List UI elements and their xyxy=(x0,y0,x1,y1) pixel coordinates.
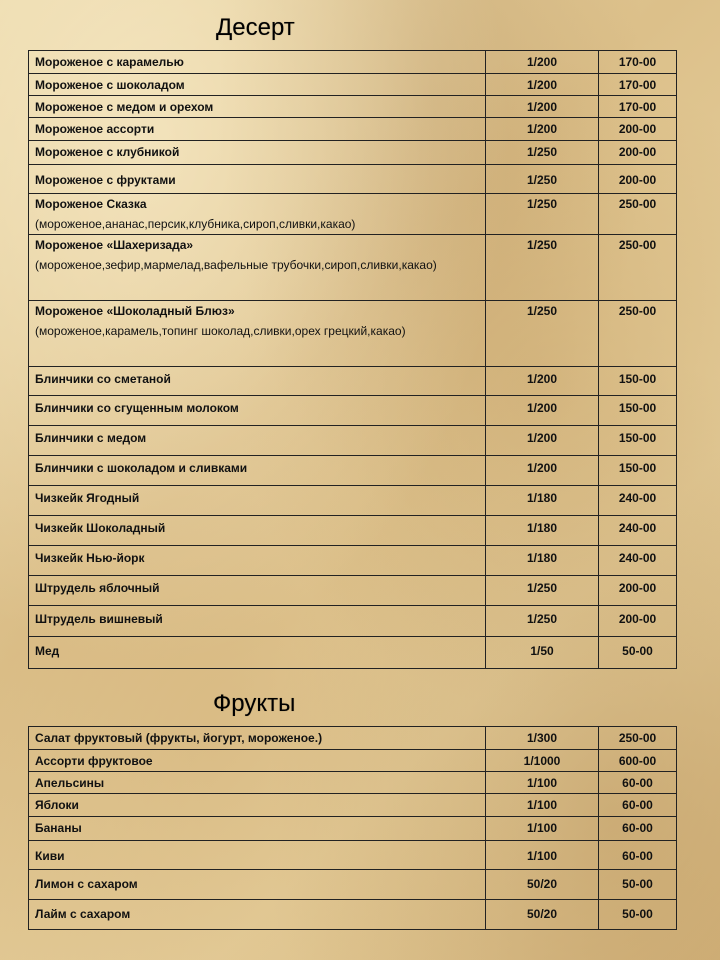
item-cell xyxy=(29,900,486,930)
item-name: Мороженое «Шахеризада» xyxy=(35,238,194,252)
item-price: 60-00 xyxy=(599,772,677,794)
item-cell xyxy=(29,51,486,74)
item-cell xyxy=(29,396,486,426)
item-price: 240-00 xyxy=(599,546,677,576)
item-price: 250-00 xyxy=(599,727,677,750)
item-price: 150-00 xyxy=(599,426,677,456)
dessert-section-title: Десерт xyxy=(216,14,295,41)
item-portion: 1/50 xyxy=(486,637,599,669)
item-description: (мороженое,карамель,топинг шоколад,сливки,орех грецкий,какао) xyxy=(35,324,406,338)
item-portion: 1/200 xyxy=(486,367,599,396)
item-portion: 50/20 xyxy=(486,900,599,930)
item-name: Блинчики со сгущенным молоком xyxy=(35,401,239,415)
menu-row xyxy=(29,456,677,486)
item-portion: 1/1000 xyxy=(486,750,599,772)
item-name: Ассорти фруктовое xyxy=(35,754,153,768)
item-cell xyxy=(29,367,486,396)
item-name: Штрудель вишневый xyxy=(35,612,163,626)
menu-row xyxy=(29,141,677,165)
menu-row xyxy=(29,165,677,194)
menu-row xyxy=(29,74,677,96)
item-portion: 1/200 xyxy=(486,396,599,426)
menu-row xyxy=(29,235,677,301)
item-portion: 1/200 xyxy=(486,456,599,486)
item-price: 250-00 xyxy=(599,194,677,235)
item-cell xyxy=(29,165,486,194)
item-price: 200-00 xyxy=(599,606,677,637)
item-name: Мороженое с клубникой xyxy=(35,145,180,159)
item-price: 240-00 xyxy=(599,486,677,516)
item-price: 600-00 xyxy=(599,750,677,772)
item-price: 200-00 xyxy=(599,165,677,194)
item-portion: 1/200 xyxy=(486,74,599,96)
menu-row xyxy=(29,817,677,841)
item-cell xyxy=(29,817,486,841)
item-name: Чизкейк Ягодный xyxy=(35,491,140,505)
item-name: Мороженое «Шоколадный Блюз» xyxy=(35,304,235,318)
menu-row xyxy=(29,727,677,750)
item-portion: 50/20 xyxy=(486,870,599,900)
menu-row xyxy=(29,546,677,576)
item-portion: 1/250 xyxy=(486,194,599,235)
item-cell xyxy=(29,727,486,750)
item-portion: 1/300 xyxy=(486,727,599,750)
item-portion: 1/200 xyxy=(486,51,599,74)
item-name: Апельсины xyxy=(35,776,105,790)
item-cell xyxy=(29,841,486,870)
item-price: 200-00 xyxy=(599,141,677,165)
item-portion: 1/100 xyxy=(486,772,599,794)
menu-row xyxy=(29,301,677,367)
menu-row xyxy=(29,794,677,817)
menu-row xyxy=(29,900,677,930)
item-cell xyxy=(29,74,486,96)
item-portion: 1/100 xyxy=(486,794,599,817)
item-name: Чизкейк Нью-йорк xyxy=(35,551,145,565)
item-cell xyxy=(29,486,486,516)
item-name: Мороженое с карамелью xyxy=(35,55,184,69)
item-price: 240-00 xyxy=(599,516,677,546)
item-cell xyxy=(29,141,486,165)
item-portion: 1/100 xyxy=(486,841,599,870)
item-name: Мороженое с медом и орехом xyxy=(35,100,214,114)
item-price: 50-00 xyxy=(599,870,677,900)
item-cell xyxy=(29,194,486,235)
item-portion: 1/250 xyxy=(486,165,599,194)
item-price: 200-00 xyxy=(599,576,677,606)
item-price: 50-00 xyxy=(599,900,677,930)
item-name: Киви xyxy=(35,849,65,863)
item-price: 150-00 xyxy=(599,367,677,396)
item-price: 50-00 xyxy=(599,637,677,669)
menu-row xyxy=(29,118,677,141)
item-cell xyxy=(29,96,486,118)
menu-row xyxy=(29,637,677,669)
item-cell xyxy=(29,456,486,486)
menu-row xyxy=(29,772,677,794)
menu-row xyxy=(29,516,677,546)
item-cell xyxy=(29,794,486,817)
menu-row xyxy=(29,51,677,74)
menu-row xyxy=(29,750,677,772)
item-cell xyxy=(29,426,486,456)
item-portion: 1/250 xyxy=(486,301,599,367)
item-name: Салат фруктовый (фрукты, йогурт, мороженое.) xyxy=(35,731,323,745)
item-name: Лимон с сахаром xyxy=(35,877,138,891)
item-price: 60-00 xyxy=(599,794,677,817)
item-cell xyxy=(29,576,486,606)
item-portion: 1/200 xyxy=(486,96,599,118)
item-price: 250-00 xyxy=(599,235,677,301)
item-price: 170-00 xyxy=(599,96,677,118)
item-cell xyxy=(29,870,486,900)
item-cell xyxy=(29,772,486,794)
item-cell xyxy=(29,546,486,576)
item-cell xyxy=(29,606,486,637)
item-name: Мороженое с шоколадом xyxy=(35,78,185,92)
item-cell xyxy=(29,637,486,669)
item-portion: 1/180 xyxy=(486,546,599,576)
item-price: 250-00 xyxy=(599,301,677,367)
item-portion: 1/180 xyxy=(486,516,599,546)
item-portion: 1/250 xyxy=(486,141,599,165)
item-price: 200-00 xyxy=(599,118,677,141)
item-description: (мороженое,ананас,персик,клубника,сироп,сливки,какао) xyxy=(35,217,356,231)
item-price: 150-00 xyxy=(599,456,677,486)
item-cell xyxy=(29,118,486,141)
menu-row xyxy=(29,367,677,396)
item-portion: 1/200 xyxy=(486,426,599,456)
item-name: Чизкейк Шоколадный xyxy=(35,521,166,535)
item-cell xyxy=(29,301,486,367)
item-name: Лайм с сахаром xyxy=(35,907,131,921)
item-price: 170-00 xyxy=(599,51,677,74)
item-price: 150-00 xyxy=(599,396,677,426)
item-description: (мороженое,зефир,мармелад,вафельные трубочки,сироп,сливки,какао) xyxy=(35,258,437,272)
menu-row xyxy=(29,606,677,637)
item-name: Бананы xyxy=(35,821,82,835)
item-portion: 1/100 xyxy=(486,817,599,841)
menu-row xyxy=(29,576,677,606)
dessert-menu-table xyxy=(28,50,677,669)
item-portion: 1/200 xyxy=(486,118,599,141)
item-name: Яблоки xyxy=(35,798,79,812)
item-portion: 1/180 xyxy=(486,486,599,516)
menu-row xyxy=(29,870,677,900)
item-name: Мороженое с фруктами xyxy=(35,173,176,187)
fruits-menu-table xyxy=(28,726,677,930)
item-name: Мороженое ассорти xyxy=(35,122,155,136)
item-portion: 1/250 xyxy=(486,606,599,637)
item-name: Штрудель яблочный xyxy=(35,581,160,595)
menu-row xyxy=(29,96,677,118)
menu-row xyxy=(29,841,677,870)
item-portion: 1/250 xyxy=(486,235,599,301)
item-price: 60-00 xyxy=(599,817,677,841)
fruits-section-title: Фрукты xyxy=(213,690,296,717)
item-name: Блинчики со сметаной xyxy=(35,372,171,386)
menu-row xyxy=(29,396,677,426)
item-name: Мед xyxy=(35,644,60,658)
item-cell xyxy=(29,235,486,301)
item-cell xyxy=(29,750,486,772)
item-name: Блинчики с шоколадом и сливками xyxy=(35,461,248,475)
item-price: 170-00 xyxy=(599,74,677,96)
item-price: 60-00 xyxy=(599,841,677,870)
item-portion: 1/250 xyxy=(486,576,599,606)
menu-row xyxy=(29,194,677,235)
item-name: Мороженое Сказка xyxy=(35,197,147,211)
item-cell xyxy=(29,516,486,546)
menu-row xyxy=(29,486,677,516)
menu-row xyxy=(29,426,677,456)
item-name: Блинчики с медом xyxy=(35,431,147,445)
